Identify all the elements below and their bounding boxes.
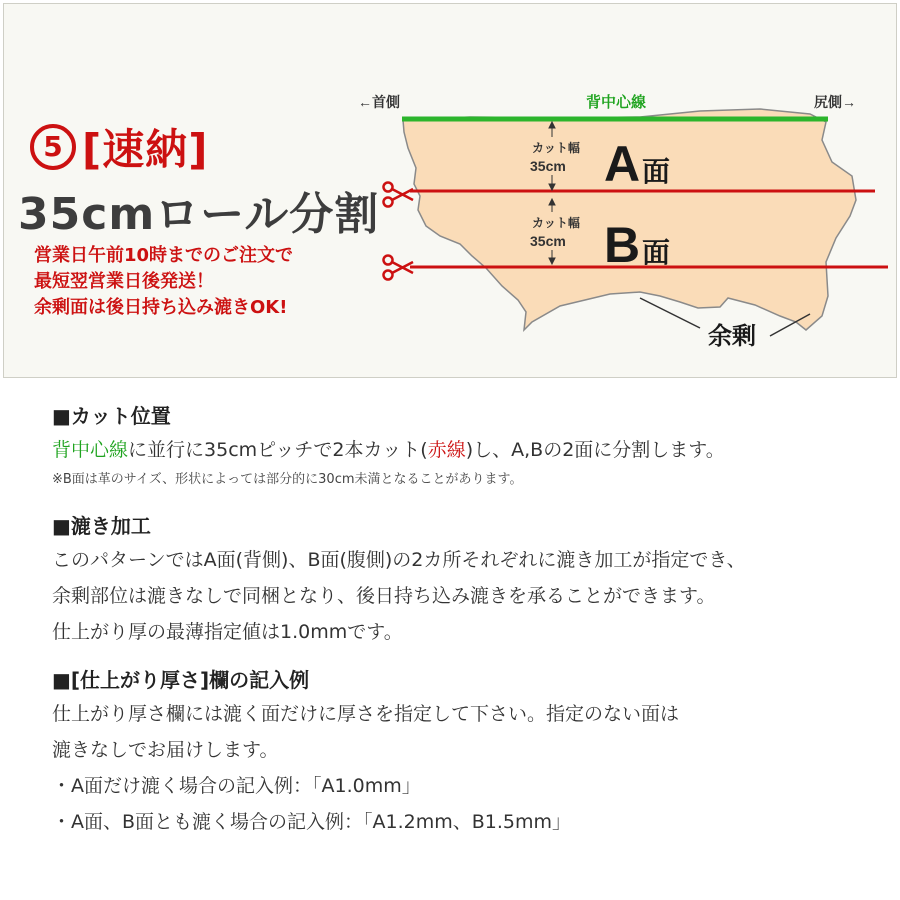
section-heading-example: ■[仕上がり厚さ]欄の記入例 [52, 668, 310, 692]
cut-width-label: カット幅 [532, 141, 580, 155]
plan-title: 35cmロール分割 [18, 189, 380, 240]
example-item: ・A面だけ漉く場合の記入例：「A1.0mm」 [52, 775, 421, 797]
cut-width-value: 35cm [530, 158, 566, 174]
plan-notes [34, 243, 293, 321]
cut-note: ※B面は革のサイズ、形状によっては部分的に30cm未満となることがあります。 [52, 472, 523, 487]
red-line-term: 赤線 [427, 439, 466, 461]
plan-note: 余剰面は後日持ち込み漉きOK! [34, 297, 288, 318]
surplus-label: 余剰 [708, 323, 756, 350]
face-b-suffix: 面 [642, 237, 671, 268]
example-text: 漉きなしでお届けします。 [52, 739, 279, 761]
scissors-icon [384, 256, 414, 280]
skiving-text: 余剰部位は漉きなしで同梱となり、後日持ち込み漉きを承ることができます。 [52, 585, 716, 607]
scissors-icon [384, 183, 414, 207]
cut-width-label: カット幅 [532, 216, 580, 230]
skiving-text: このパターンではA面(背側)、B面(腹側)の2カ所それぞれに漉き加工が指定でき、 [52, 549, 746, 571]
banner [0, 0, 900, 380]
head-side-label: ←首側 [358, 94, 400, 110]
section-heading-cut: ■カット位置 [52, 404, 171, 428]
cut-width-value: 35cm [530, 233, 566, 249]
face-b-letter: B [604, 217, 641, 273]
spine-line-term: 背中心線 [52, 439, 129, 461]
plan-number: 5 [30, 124, 76, 170]
section-heading-skiving: ■漉き加工 [52, 514, 151, 538]
example-item: ・A面、B面とも漉く場合の記入例：「A1.2mm、B1.5mm」 [52, 811, 572, 833]
cut-text: )し、A,Bの2面に分割します。 [465, 439, 725, 461]
tail-side-label: 尻側→ [814, 94, 856, 110]
cut-description [52, 432, 872, 468]
plan-badge [30, 116, 208, 178]
spine-line-label: 背中心線 [586, 94, 647, 111]
plan-name: [速納] [82, 125, 209, 174]
skiving-text: 仕上がり厚の最薄指定値は1.0mmです。 [52, 621, 403, 643]
plan-note: 最短翌営業日後発送！ [34, 271, 214, 292]
face-a-letter: A [604, 136, 641, 192]
description [52, 400, 872, 840]
example-text: 仕上がり厚さ欄には漉く面だけに厚さを指定して下さい。指定のない面は [52, 703, 680, 725]
face-a-suffix: 面 [642, 156, 671, 187]
plan-note: 営業日午前10時までのご注文で [34, 245, 294, 266]
cut-text: に並行に35cmピッチで2本カット( [128, 439, 428, 461]
